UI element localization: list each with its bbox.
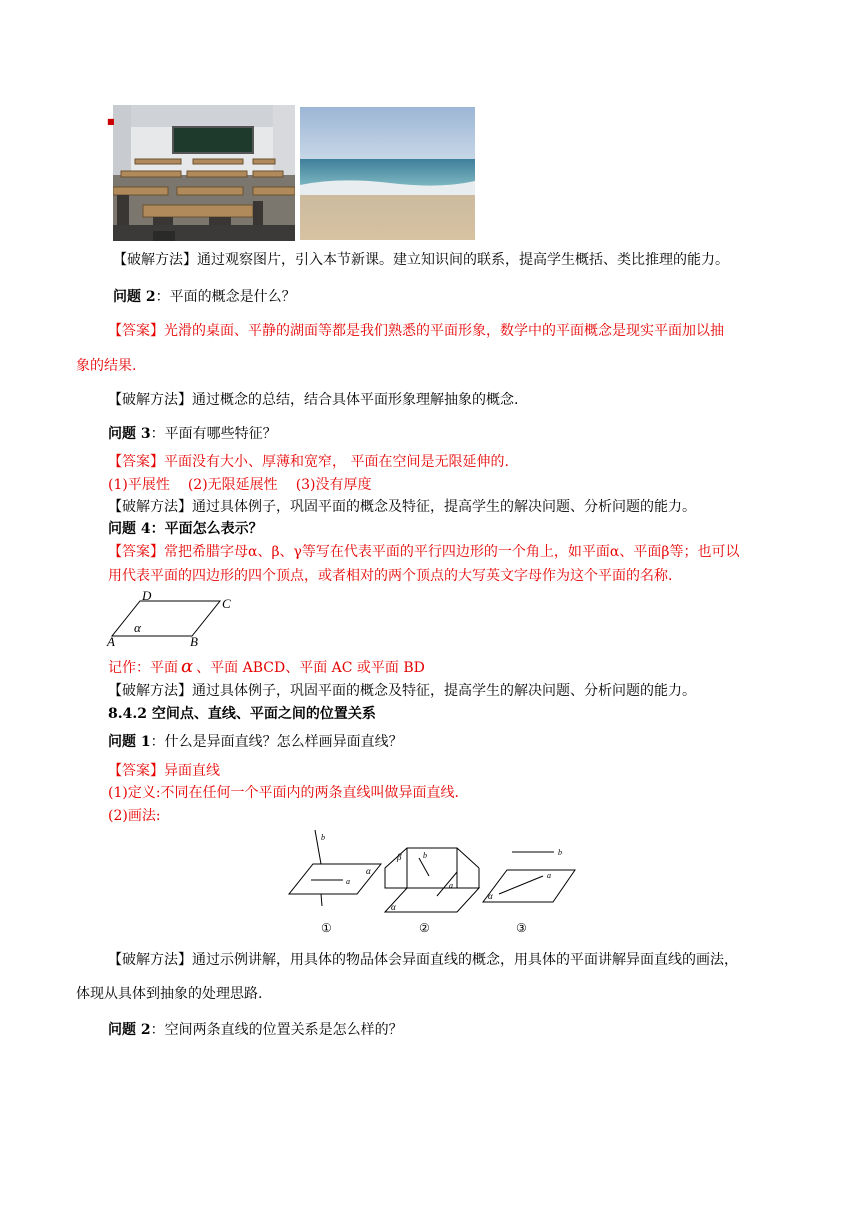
question-3-label: 问题 3 <box>108 426 151 442</box>
section-question-1-label: 问题 1 <box>108 734 151 750</box>
fig1-label-a: a <box>346 877 350 886</box>
fig3-label-b: b <box>558 848 562 857</box>
question-3-text: ：平面有哪些特征？ <box>150 426 277 442</box>
notation-line <box>108 656 425 677</box>
section-question-1-text: ：什么是异面直线？怎么样画异面直线？ <box>150 734 403 750</box>
plane-abcd-diagram <box>104 588 244 650</box>
list-item-3: (3)没有厚度 <box>295 477 372 493</box>
fig3-label-a: a <box>547 871 551 880</box>
fig2-label-b: b <box>423 851 427 860</box>
label-b: B <box>190 634 198 649</box>
section-question-2 <box>108 1019 403 1039</box>
answer-2-line-2: 象的结果. <box>76 358 137 374</box>
fig2-label-beta: β <box>397 852 402 862</box>
answer-3: 【答案】平面没有大小、厚薄和宽窄， 平面在空间是无限延伸的. <box>108 454 509 470</box>
definition: (1)定义:不同在任何一个平面内的两条直线叫做异面直线. <box>108 785 459 801</box>
section-question-1 <box>108 731 403 751</box>
list-item-1: (1)平展性 <box>108 477 170 493</box>
question-2-label: 问题 2 <box>113 289 156 305</box>
drawing-method: (2)画法: <box>108 808 161 824</box>
notation-rest: 、平面 ABCD、平面 AC 或平面 BD <box>196 660 425 676</box>
skew-lines-diagram <box>285 828 585 938</box>
classroom-marker: ■ <box>107 117 115 126</box>
list-item-2: (2)无限延展性 <box>187 477 278 493</box>
fig1-number: ① <box>321 921 332 935</box>
question-4: 问题 4：平面怎么表示？ <box>108 521 263 537</box>
label-alpha: α <box>134 620 141 635</box>
method-paragraph-4: 【破解方法】通过具体例子，巩固平面的概念及特征，提高学生的解决问题、分析问题的能力。 <box>108 683 696 699</box>
section-question-2-text: ：空间两条直线的位置关系是怎么样的？ <box>150 1022 403 1038</box>
section-heading: 8.4.2 空间点、直线、平面之间的位置关系 <box>108 706 376 722</box>
fig2-label-a: a <box>449 881 453 890</box>
fig1-label-b: b <box>321 833 325 842</box>
answer-4-line-2: 用代表平面的四边形的四个顶点，或者相对的两个顶点的大写英文字母作为这个平面的名称. <box>108 568 673 584</box>
fig3-label-alpha: α <box>488 891 493 901</box>
answer-2-line-1: 【答案】光滑的桌面、平静的湖面等都是我们熟悉的平面形象，数学中的平面概念是现实平面加以抽 <box>108 323 724 339</box>
method-paragraph-1: 【破解方法】通过观察图片，引入本节新课。建立知识间的联系，提高学生概括、类比推理的能力。 <box>113 252 729 268</box>
fig2-label-alpha: α <box>391 902 396 912</box>
answer-4-line-1: 【答案】常把希腊字母α、β、γ等写在代表平面的平行四边形的一个角上，如平面α、平面β等；也可以 <box>108 544 740 560</box>
section-answer-1: 【答案】异面直线 <box>108 763 220 779</box>
classroom-photo <box>113 105 295 241</box>
notation-prefix: 记作：平面 <box>108 660 178 676</box>
question-2-text: ：平面的概念是什么？ <box>155 289 296 305</box>
question-3 <box>108 423 277 443</box>
method-paragraph-2: 【破解方法】通过概念的总结，结合具体平面形象理解抽象的概念. <box>108 392 519 408</box>
fig2-number: ② <box>419 921 430 935</box>
label-c: C <box>222 596 231 611</box>
beach-photo <box>300 107 475 240</box>
method-paragraph-5-line-1: 【破解方法】通过示例讲解，用具体的物品体会异面直线的概念，用具体的平面讲解异面直线的画法， <box>108 952 738 968</box>
label-d: D <box>142 588 152 603</box>
question-2 <box>113 286 296 306</box>
section-question-2-label: 问题 2 <box>108 1022 151 1038</box>
method-paragraph-5-line-2: 体现从具体到抽象的处理思路. <box>76 986 263 1002</box>
method-paragraph-3: 【破解方法】通过具体例子，巩固平面的概念及特征，提高学生的解决问题、分析问题的能力。 <box>108 499 696 515</box>
fig1-label-alpha: α <box>366 866 371 876</box>
notation-alpha: α <box>181 656 194 677</box>
label-a: A <box>107 634 115 649</box>
answer-3-list <box>108 474 372 494</box>
fig3-number: ③ <box>516 921 527 935</box>
